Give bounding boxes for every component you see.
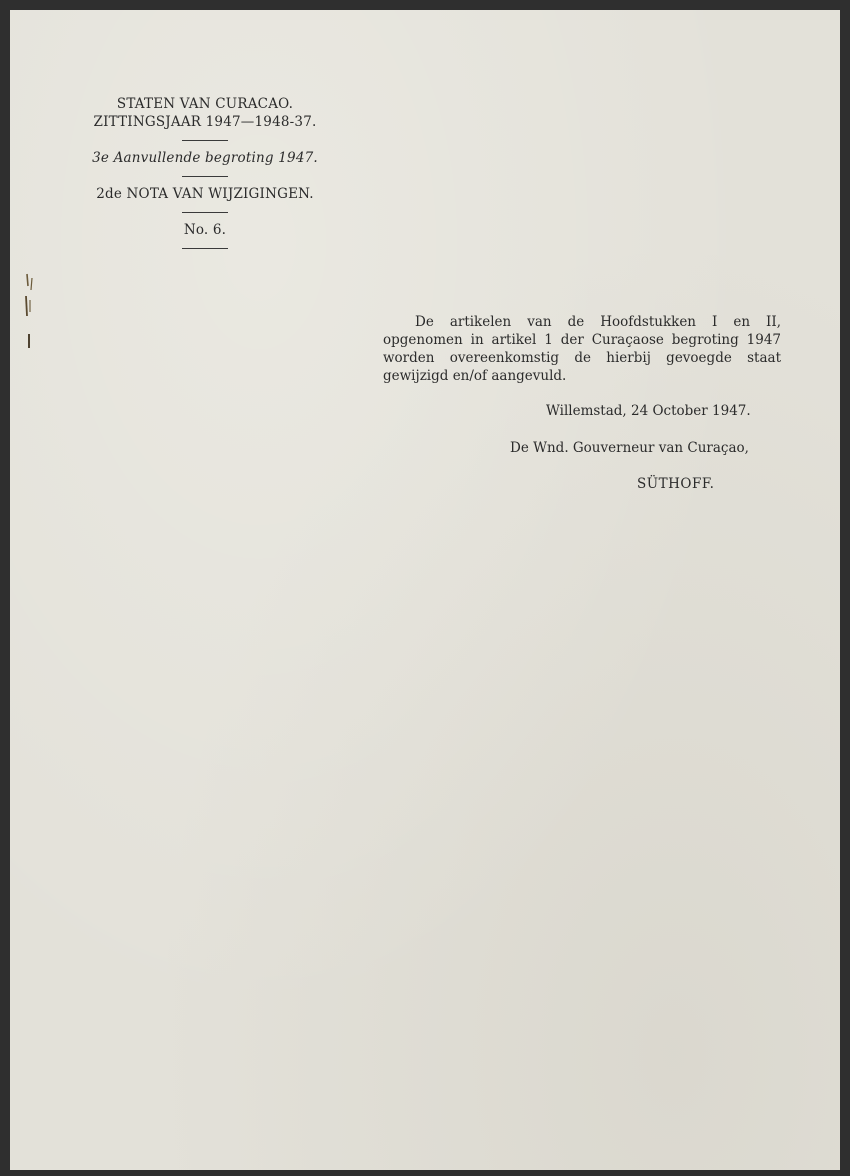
heading-divider [182,140,228,141]
binding-mark [26,296,27,316]
heading-note: 2de NOTA VAN WIJZIGINGEN. [96,186,314,202]
heading-session: ZITTINGSJAAR 1947—1948-37. [93,114,317,130]
place-date: Willemstad, 24 October 1947. [546,403,751,419]
binding-mark [31,278,32,290]
heading-divider [182,212,228,213]
binding-mark [27,274,28,286]
heading-divider [182,176,228,177]
governor-line: De Wnd. Gouverneur van Curaçao, [510,440,749,456]
binding-hole-marks [22,272,36,352]
heading-title: STATEN VAN CURACAO. [116,96,294,112]
heading-divider [182,248,228,249]
document-page [10,10,840,1170]
signatory-name: SÜTHOFF. [637,476,715,492]
heading-budget: 3e Aanvullende begroting 1947. [92,150,318,166]
heading-number: No. 6. [183,222,227,238]
document-heading [80,95,330,257]
body-paragraph: De artikelen van de Hoofdstukken I en II, opgenomen in artikel 1 der Curaçaose begroting 1947 worden overeenkomstig de hierbij gevoegde staat gewijzigd en/of aangevuld. [383,314,781,384]
body-text [383,313,781,385]
